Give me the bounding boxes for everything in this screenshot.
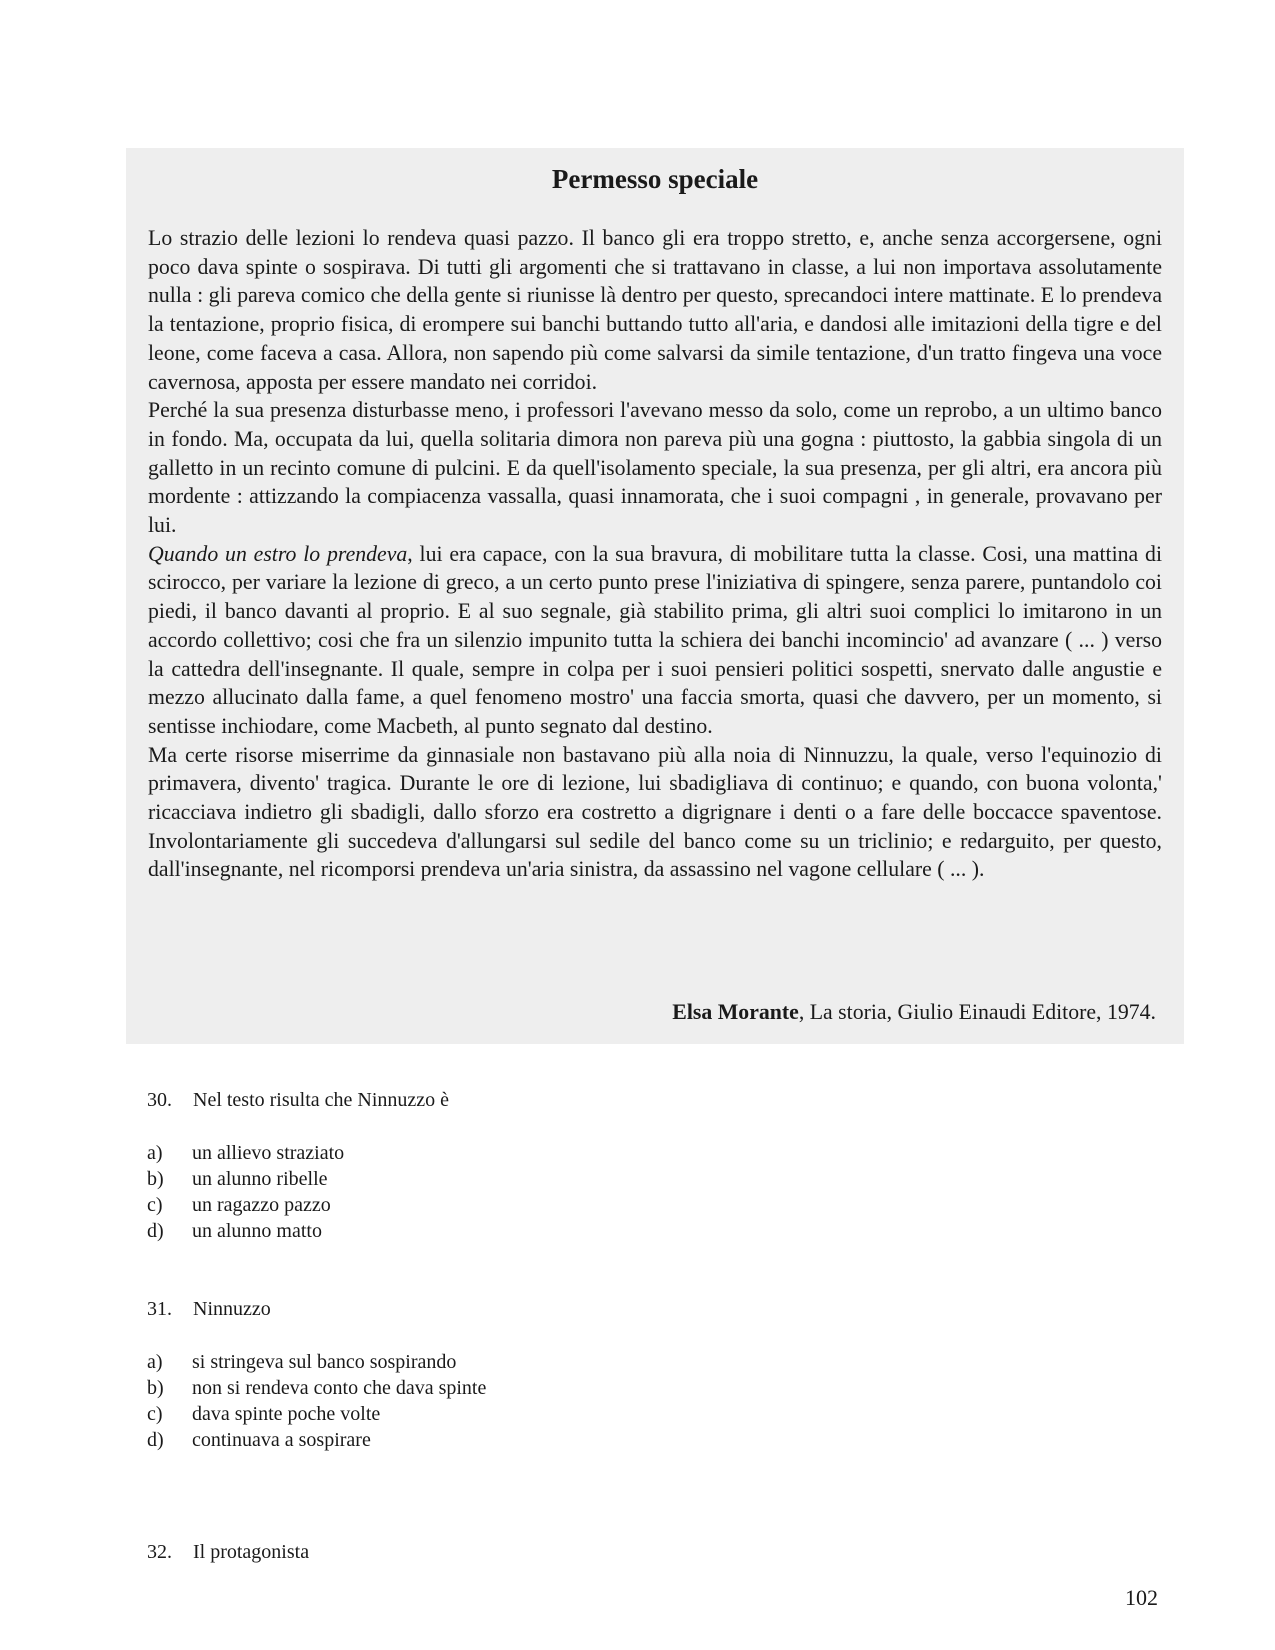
passage-paragraph: Quando un estro lo prendeva, lui era capace, con la sua bravura, di mobilitare tutta la classe. Cosi, una mattina di scirocco, per variare la lezione di greco, a un certo punto prese l'iniziativa di spingere, senza parere, puntandolo coi piedi, il banco davanti al proprio. E al suo segnale, già stabilito prima, gli altri suoi complici lo imitarono in un accordo collettivo; cosi che fra un silenzio impunito tutta la schiera dei banchi incomincio' ad avanzare ( ... ) verso la cattedra dell'insegnante. Il quale, sempre in colpa per i suoi pensieri politici sospetti, snervato dalle angustie e mezzo allucinato dalla fame, a quel fenomeno mostro' una faccia smorta, quasi che davvero, per un momento, si sentisse inchiodare, come Macbeth, al punto segnato dal destino.: [148, 541, 1162, 738]
citation-author: Elsa Morante: [672, 1000, 799, 1024]
page-number: 102: [1125, 1585, 1158, 1610]
answer-option: d) un alunno matto: [147, 1220, 322, 1242]
question-stem: 30. Nel testo risulta che Ninnuzzo è: [147, 1089, 450, 1111]
question-stem: 32. Il protagonista: [147, 1541, 310, 1563]
answer-option: c) un ragazzo pazzo: [147, 1194, 331, 1216]
question-32: [147, 1539, 1047, 1592]
passage-citation: Elsa Morante, La storia, Giulio Einaudi Editore, 1974.: [672, 1000, 1156, 1024]
answer-option: d) continuava a sospirare: [147, 1429, 371, 1451]
question-31: [147, 1296, 1047, 1453]
answer-option: a) si stringeva sul banco sospirando: [147, 1351, 457, 1373]
passage-body: [148, 224, 1162, 884]
question-stem: 31. Ninnuzzo: [147, 1298, 271, 1320]
reading-passage: [126, 148, 1184, 1044]
passage-paragraph: Ma certe risorse miserrime da ginnasiale non bastavano più alla noia di Ninnuzzu, la quale, verso l'equinozio di primavera, divento' tragica. Durante le ore di lezione, lui sbadigliava di continuo; e quando, con buona volonta,' ricacciava indietro gli sbadigli, dallo sforzo era costretto a digrignare i denti o a fare delle boccacce spaventose. Involontariamente gli succedeva d'allungarsi sul sedile del banco come su un triclinio; e redarguito, per questo, dall'insegnante, nel ricomporsi prendeva un'aria sinistra, da assassino nel vagone cellulare ( ... ).: [148, 742, 1162, 882]
passage-title: Permesso speciale: [551, 164, 759, 194]
answer-option: a) un allievo straziato: [147, 1142, 345, 1164]
passage-paragraph: Lo strazio delle lezioni lo rendeva quasi pazzo. Il banco gli era troppo stretto, e, anche senza accorgersene, ogni poco dava spinte o sospirava. Di tutti gli argomenti che si trattavano in classe, a lui non importava assolutamente nulla : gli pareva comico che della gente si riunisse là dentro per questo, sprecandoci intere mattinate. E lo prendeva la tentazione, proprio fisica, di erompere sui banchi buttando tutto all'aria, e dandosi alle imitazioni della tigre e del leone, come faceva a casa. Allora, non sapendo più come salvarsi da simile tentazione, d'un tratto fingeva una voce cavernosa, apposta per essere mandato nei corridoi.: [148, 226, 1162, 394]
answer-option: b) non si rendeva conto che dava spinte: [147, 1377, 487, 1399]
question-30: [147, 1087, 1047, 1244]
answer-option: c) dava spinte poche volte: [147, 1403, 381, 1425]
passage-paragraph: Perché la sua presenza disturbasse meno, i professori l'avevano messo da solo, come un reprobo, a un ultimo banco in fondo. Ma, occupata da lui, quella solitaria dimora non pareva più una gogna : piuttosto, la gabbia singola di un galletto in un recinto comune di pulcini. E da quell'isolamento speciale, la sua presenza, per gli altri, era ancora più mordente : attizzando la compiacenza vassalla, quasi innamorata, che i suoi compagni , in generale, provavano per lui.: [148, 398, 1162, 538]
answer-option: b) un alunno ribelle: [147, 1168, 328, 1190]
italic-phrase: Quando un estro lo prendeva: [148, 541, 408, 566]
